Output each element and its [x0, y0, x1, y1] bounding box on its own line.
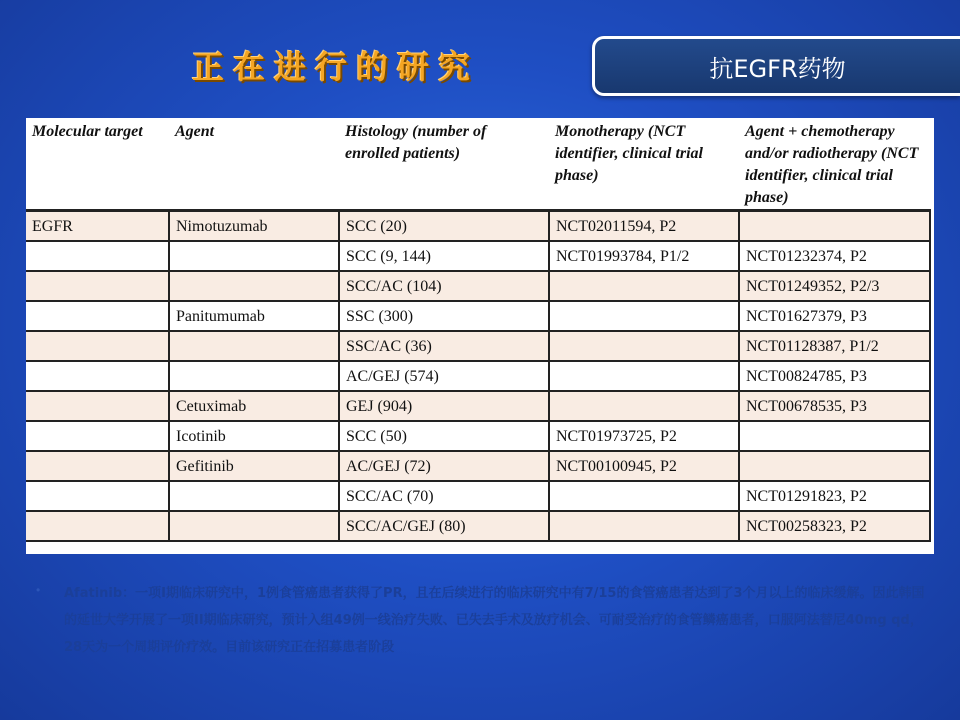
- table-cell: SCC (50): [339, 421, 549, 451]
- table-cell: [739, 421, 930, 451]
- table-cell: [739, 451, 930, 481]
- trials-table: [26, 118, 931, 542]
- table-cell: [549, 301, 739, 331]
- table-row: [26, 361, 930, 391]
- table-cell: NCT01291823, P2: [739, 481, 930, 511]
- table-cell: NCT01627379, P3: [739, 301, 930, 331]
- page-title: 正在进行的研究: [192, 48, 480, 86]
- table-cell: [169, 481, 339, 511]
- table-cell: [26, 451, 169, 481]
- table-cell: [26, 301, 169, 331]
- table-cell: [549, 511, 739, 541]
- table-row: [26, 421, 930, 451]
- bullet-icon: •: [36, 583, 41, 597]
- table-cell: NCT01249352, P2/3: [739, 271, 930, 301]
- table-row: [26, 211, 930, 242]
- trials-table-panel: [26, 118, 934, 554]
- table-cell: [26, 421, 169, 451]
- table-cell: [26, 481, 169, 511]
- table-cell: SCC (9, 144): [339, 241, 549, 271]
- table-cell: NCT02011594, P2: [549, 211, 739, 242]
- table-cell: Cetuximab: [169, 391, 339, 421]
- table-cell: [169, 241, 339, 271]
- table-cell: [26, 391, 169, 421]
- table-cell: NCT01128387, P1/2: [739, 331, 930, 361]
- table-cell: GEJ (904): [339, 391, 549, 421]
- table-row: [26, 451, 930, 481]
- column-header: Agent + chemotherapy and/or radiotherapy (NCT identifier, clinical trial phase): [739, 118, 930, 211]
- column-header: Agent: [169, 118, 339, 211]
- topic-label: 抗EGFR药物: [709, 54, 846, 83]
- table-cell: SCC/AC/GEJ (80): [339, 511, 549, 541]
- table-cell: NCT00678535, P3: [739, 391, 930, 421]
- table-cell: SCC/AC (104): [339, 271, 549, 301]
- topic-banner: [592, 36, 960, 96]
- table-cell: [26, 361, 169, 391]
- table-cell: NCT00824785, P3: [739, 361, 930, 391]
- table-cell: [169, 331, 339, 361]
- table-row: [26, 271, 930, 301]
- table-row: [26, 391, 930, 421]
- table-cell: NCT00100945, P2: [549, 451, 739, 481]
- table-cell: NCT01232374, P2: [739, 241, 930, 271]
- table-cell: [549, 481, 739, 511]
- table-row: [26, 331, 930, 361]
- table-cell: [739, 211, 930, 242]
- table-cell: [26, 511, 169, 541]
- table-cell: Icotinib: [169, 421, 339, 451]
- table-cell: Nimotuzumab: [169, 211, 339, 242]
- table-cell: EGFR: [26, 211, 169, 242]
- afatinib-note: Afatinib：一项I期临床研究中，1例食管癌患者获得了PR，且在后续进行的临床研究中有7/15的食管癌患者达到了3个月以上的临床缓解。因此韩国的延世大学开展了一项II期临床研究，预计入组49例一线治疗失败、已失去手术及放疗机会、可耐受治疗的食管鳞癌患者，口服阿法替尼40mg qd，28天为一个周期评价疗效。目前该研究正在招募患者阶段: [64, 586, 925, 655]
- column-header: Molecular target: [26, 118, 169, 211]
- table-cell: SSC (300): [339, 301, 549, 331]
- table-cell: [549, 331, 739, 361]
- table-row: [26, 301, 930, 331]
- table-cell: NCT01993784, P1/2: [549, 241, 739, 271]
- table-cell: SSC/AC (36): [339, 331, 549, 361]
- column-header: Monotherapy (NCT identifier, clinical trial phase): [549, 118, 739, 211]
- table-header-row: [26, 118, 930, 211]
- table-cell: SCC (20): [339, 211, 549, 242]
- table-cell: [26, 241, 169, 271]
- table-row: [26, 511, 930, 541]
- table-cell: [549, 391, 739, 421]
- table-cell: AC/GEJ (72): [339, 451, 549, 481]
- table-cell: NCT00258323, P2: [739, 511, 930, 541]
- column-header: Histology (number of enrolled patients): [339, 118, 549, 211]
- table-cell: [26, 331, 169, 361]
- table-cell: [549, 361, 739, 391]
- table-cell: SCC/AC (70): [339, 481, 549, 511]
- table-cell: [169, 361, 339, 391]
- table-cell: [26, 271, 169, 301]
- table-cell: AC/GEJ (574): [339, 361, 549, 391]
- table-cell: Panitumumab: [169, 301, 339, 331]
- table-cell: NCT01973725, P2: [549, 421, 739, 451]
- table-cell: Gefitinib: [169, 451, 339, 481]
- table-cell: [169, 511, 339, 541]
- table-cell: [169, 271, 339, 301]
- table-cell: [549, 271, 739, 301]
- table-row: [26, 481, 930, 511]
- table-row: [26, 241, 930, 271]
